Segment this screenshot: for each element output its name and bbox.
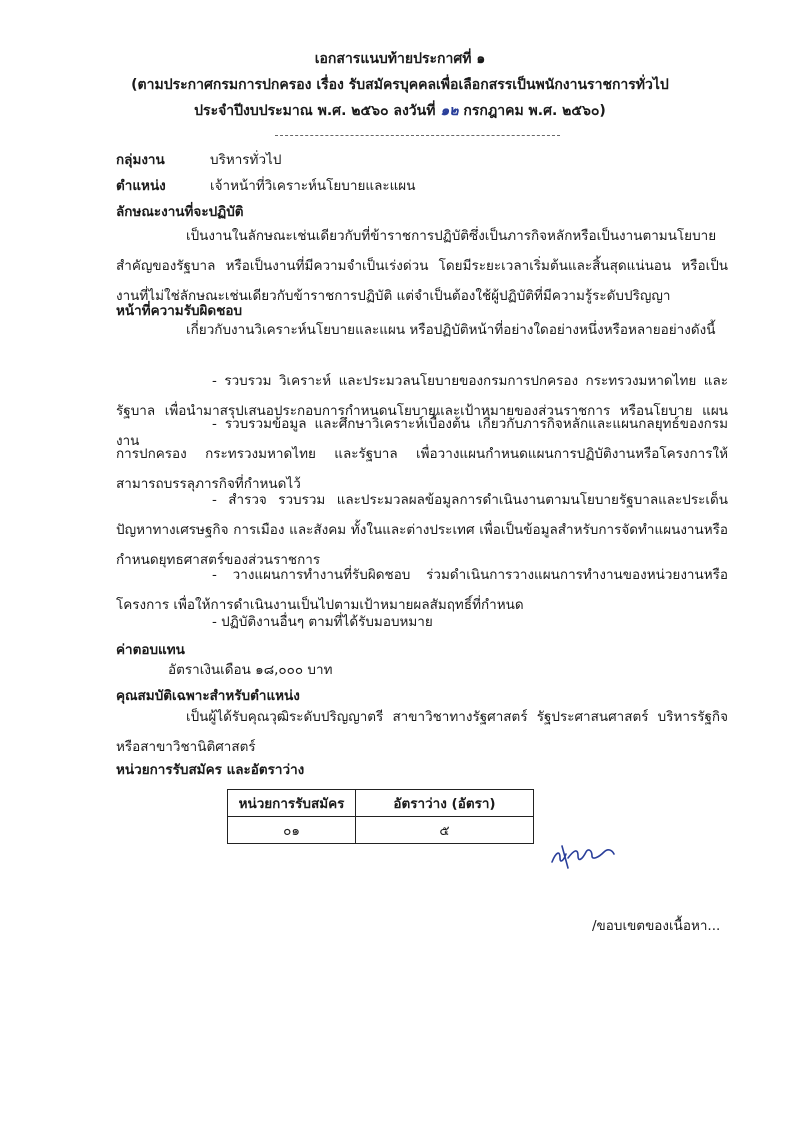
- duty-item: - รวบรวมข้อมูล และศึกษาวิเคราะห์เบื้องต้น เกี่ยวกับภารกิจหลักและแผนกลยุทธ์ของกรมการปกครอง กระทรวงมหาดไทย และรัฐบาล เพื่อวางแผนกำหนดแผนการปฏิบัติงานหรือโครงการให้สามารถบรรลุภารกิจที่กำหนดไว้: [116, 416, 728, 492]
- duty-item: - สำรวจ รวบรวม และประมวลผลข้อมูลการดำเนินงานตามนโยบายรัฐบาลและประเด็นปัญหาทางเศรษฐกิจ การเมือง และสังคม ทั้งในและต่างประเทศ เพื่อเป็นข้อมูลสำหรับการจัดทำแผนงานหรือกำหนดยุทธศาสตร์ของส่วนราชการ: [116, 492, 728, 568]
- compensation-text: อัตราเงินเดือน ๑๘,๐๐๐ บาท: [168, 662, 333, 678]
- unit-cell: ๐๑: [228, 817, 356, 844]
- table-row: [228, 817, 534, 844]
- vacancy-table: [227, 789, 534, 844]
- qualifications-text: เป็นผู้ได้รับคุณวุฒิระดับปริญญาตรี สาขาวิชาทางรัฐศาสตร์ รัฐประศาสนศาสตร์ บริหารรัฐกิจหรือสาขาวิชานิติศาสตร์: [116, 709, 728, 755]
- work-nature-heading: ลักษณะงานที่จะปฏิบัติ: [116, 204, 244, 220]
- continuation-note: /ขอบเขตของเนื้อหา...: [592, 918, 721, 934]
- vacancy-heading: หน่วยการรับสมัคร และอัตราว่าง: [116, 762, 305, 778]
- duties-intro: เกี่ยวกับงานวิเคราะห์นโยบายและแผน หรือปฏิบัติหน้าที่อย่างใดอย่างหนึ่งหรือหลายอย่างดังนี้: [186, 322, 716, 338]
- compensation-heading: ค่าตอบแทน: [116, 642, 185, 658]
- duties-heading: หน้าที่ความรับผิดชอบ: [116, 303, 243, 319]
- position-value: เจ้าหน้าที่วิเคราะห์นโยบายและแผน: [210, 178, 416, 194]
- group-value: บริหารทั่วไป: [210, 152, 282, 168]
- header-line-3-suffix: กรกฎาคม พ.ศ. ๒๕๖๐): [463, 103, 606, 119]
- header-divider: [275, 135, 560, 136]
- column-header-count: อัตราว่าง (อัตรา): [356, 790, 534, 817]
- table-header-row: [228, 790, 534, 817]
- count-cell: ๕: [356, 817, 534, 844]
- duty-item: - วางแผนการทำงานที่รับผิดชอบ ร่วมดำเนินการวางแผนการทำงานของหน่วยงานหรือโครงการ เพื่อให้การดำเนินงานเป็นไปตามเป้าหมายผลสัมฤทธิ์ที่กำหนด: [116, 567, 728, 613]
- work-nature-text: เป็นงานในลักษณะเช่นเดียวกับที่ข้าราชการปฏิบัติซึ่งเป็นภารกิจหลักหรือเป็นงานตามนโยบายสำคัญของรัฐบาล หรือเป็นงานที่มีความจำเป็นเร่งด่วน โดยมีระยะเวลาเริ่มต้นและสิ้นสุดแน่นอน หรือเป็นงานที่ไม่ใช่ลักษณะเช่นเดียวกับข้าราชการปฏิบัติ แต่จำเป็นต้องใช้ผู้ปฏิบัติที่มีความรู้ระดับปริญญา: [116, 228, 728, 304]
- header-line-1: เอกสารแนบท้ายประกาศที่ ๑: [314, 51, 486, 67]
- handwritten-initials-signature: [548, 838, 618, 870]
- handwritten-day: ๑๒: [440, 103, 459, 119]
- header-line-2: (ตามประกาศกรมการปกครอง เรื่อง รับสมัครบุคคลเพื่อเลือกสรรเป็นพนักงานราชการทั่วไป: [131, 77, 669, 93]
- duty-item: - รวบรวม วิเคราะห์ และประมวลนโยบายของกรมการปกครอง กระทรวงมหาดไทย และรัฐบาล เพื่อนำมาสรุปเสนอประกอบการกำหนดนโยบายและเป้าหมายของส่วนราชการ หรือนโยบาย แผนงาน: [116, 373, 728, 449]
- header-line-3: [0, 100, 800, 122]
- position-label: ตำแหน่ง: [116, 178, 166, 194]
- column-header-unit: หน่วยการรับสมัคร: [228, 790, 356, 817]
- duty-item: - ปฏิบัติงานอื่นๆ ตามที่ได้รับมอบหมาย: [212, 614, 433, 630]
- header-line-3-prefix: ประจำปีงบประมาณ พ.ศ. ๒๕๖๐ ลงวันที่: [194, 103, 436, 119]
- qualifications-heading: คุณสมบัติเฉพาะสำหรับตำแหน่ง: [116, 688, 300, 704]
- group-label: กลุ่มงาน: [116, 152, 165, 168]
